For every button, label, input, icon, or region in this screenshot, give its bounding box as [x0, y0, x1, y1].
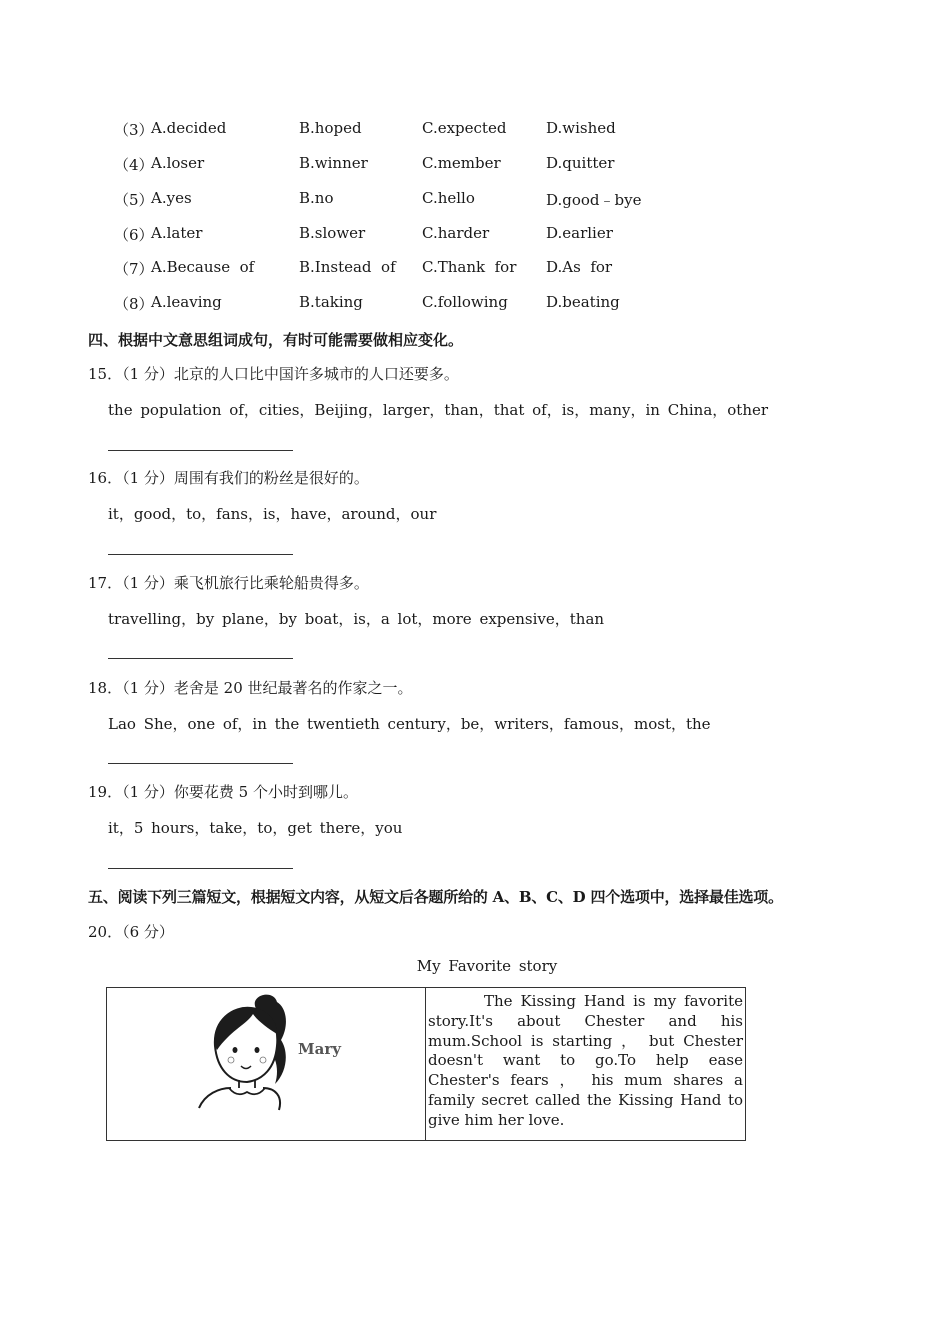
- option-b: B.hoped: [299, 119, 362, 137]
- question-19-head: 19．（1 分）你要花费 5 个小时到哪儿。: [88, 783, 358, 801]
- option-row-4: [110, 154, 810, 178]
- question-15-answer-line[interactable]: [108, 450, 293, 451]
- question-20-head: 20．（6 分）: [88, 923, 174, 941]
- option-c: C.expected: [422, 119, 507, 137]
- question-18-words: Lao She，one of，in the twentieth century，be，writers，famous，most，the: [108, 715, 711, 733]
- option-d: D.good﹣bye: [546, 191, 642, 209]
- option-num: （3）: [114, 121, 154, 139]
- question-19-answer-line[interactable]: [108, 868, 293, 869]
- girl-portrait-icon: [107, 988, 425, 1138]
- option-row-8: [110, 293, 810, 317]
- option-d: D.quitter: [546, 154, 615, 172]
- option-c: C.Thank for: [422, 258, 517, 276]
- question-16-answer-line[interactable]: [108, 554, 293, 555]
- option-num: （4）: [114, 156, 154, 174]
- option-row-5: [110, 189, 810, 213]
- option-row-7: [110, 258, 810, 282]
- story-image-cell: [107, 988, 426, 1141]
- option-c: C.member: [422, 154, 501, 172]
- option-num: （7）: [114, 260, 154, 278]
- story-text-cell: [426, 988, 746, 1141]
- option-num: （8）: [114, 295, 154, 313]
- option-c: C.harder: [422, 224, 490, 242]
- option-d: D.wished: [546, 119, 616, 137]
- option-a: A.leaving: [151, 293, 222, 311]
- question-19-words: it，5 hours，take，to，get there，you: [108, 819, 403, 837]
- option-a: A.yes: [151, 189, 192, 207]
- option-b: B.winner: [299, 154, 368, 172]
- person-name-label: Mary: [298, 1040, 341, 1058]
- story-table: [106, 987, 746, 1141]
- question-18-answer-line[interactable]: [108, 763, 293, 764]
- question-16-words: it，good，to，fans，is，have，around，our: [108, 505, 437, 523]
- option-d: D.beating: [546, 293, 620, 311]
- section-4-title: 四、根据中文意思组词成句，有时可能需要做相应变化。: [88, 331, 464, 349]
- option-d: D.earlier: [546, 224, 613, 242]
- option-c: C.hello: [422, 189, 475, 207]
- option-a: A.Because of: [151, 258, 255, 276]
- question-17-head: 17．（1 分）乘飞机旅行比乘轮船贵得多。: [88, 574, 369, 592]
- question-17-answer-line[interactable]: [108, 658, 293, 659]
- option-b: B.no: [299, 189, 334, 207]
- story-text: The Kissing Hand is my favorite story.It's about Chester and his mum.School is starting ， but Chester doesn't want to go.To help ease Chester's fears ， his mum shares a family secret called the Kissing Hand to give him her love.: [428, 992, 743, 1129]
- option-c: C.following: [422, 293, 508, 311]
- option-a: A.later: [151, 224, 203, 242]
- option-row-3: [110, 119, 810, 143]
- option-a: A.decided: [151, 119, 227, 137]
- section-5-title: 五、阅读下列三篇短文，根据短文内容，从短文后各题所给的 A、B、C、D 四个选项中，选择最佳选项。: [88, 888, 783, 906]
- option-b: B.taking: [299, 293, 363, 311]
- option-b: B.slower: [299, 224, 366, 242]
- option-num: （6）: [114, 226, 154, 244]
- option-b: B.Instead of: [299, 258, 396, 276]
- option-num: （5）: [114, 191, 154, 209]
- question-15-head: 15．（1 分）北京的人口比中国许多城市的人口还要多。: [88, 365, 459, 383]
- question-16-head: 16．（1 分）周围有我们的粉丝是很好的。: [88, 469, 369, 487]
- question-15-words: the population of，cities，Beijing，larger，than，that of，is，many，in China，other: [108, 401, 769, 419]
- option-a: A.loser: [151, 154, 205, 172]
- option-row-6: [110, 224, 810, 248]
- story-title: My Favorite story: [416, 957, 558, 975]
- question-18-head: 18．（1 分）老舍是 20 世纪最著名的作家之一。: [88, 679, 413, 697]
- question-17-words: travelling，by plane，by boat，is，a lot，more expensive，than: [108, 610, 605, 628]
- option-d: D.As for: [546, 258, 613, 276]
